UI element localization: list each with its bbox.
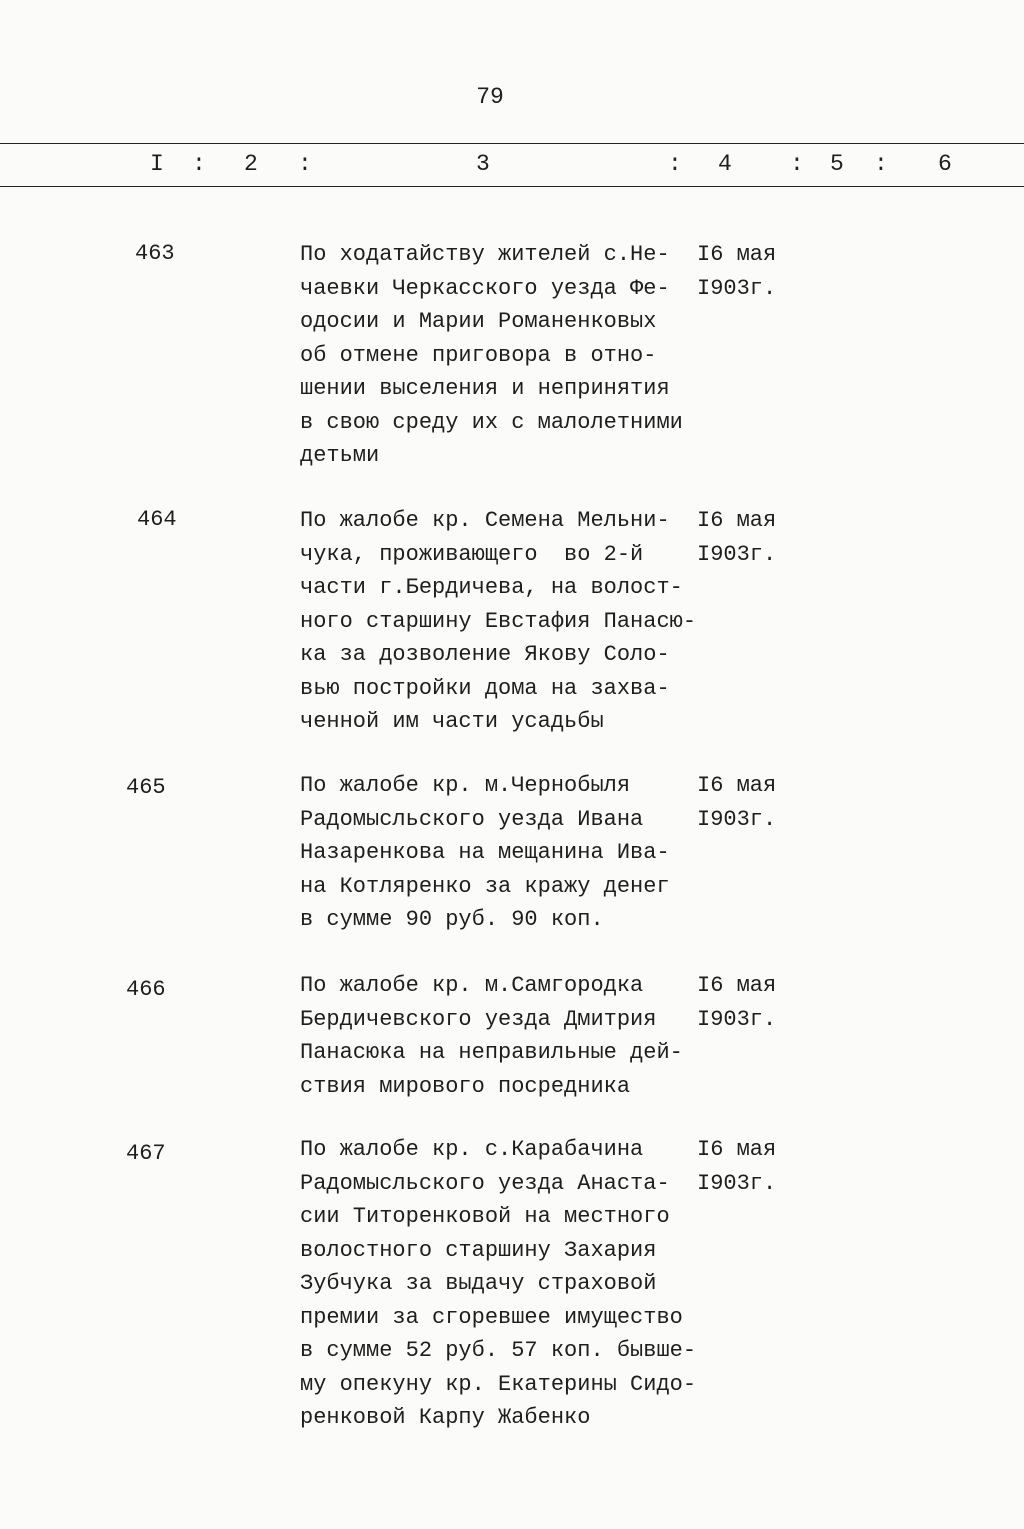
column-header-3: 3 [476,151,490,177]
entry-date: I6 мая I903г. [697,973,777,1032]
column-header-6: 6 [938,151,952,177]
column-header-1: I [150,151,164,177]
entry-description: По жалобе кр. с.Карабачина Радомысльского уезда Анаста- сии Титоренковой на местного волостного старшину Захария Зубчука за выдачу страховой премии за сгоревшее имущество в сумме 52 руб. 57 коп. бывше- му опекуну кр. Екатерины Сидо- ренковой Карпу Жабенко [300,1137,697,1430]
entry-number: 464 [137,507,177,532]
entry-description: По ходатайству жителей с.Не- чаевки Черкасского уезда Фе- одосии и Марии Романенковых об отмене приговора в отно- шении выселения и непринятия в свою среду их с малолетними детьми [300,242,683,468]
entry-number: 466 [126,977,166,1002]
entry-number: 463 [135,241,175,266]
column-separator: : [668,151,682,177]
entry-date: I6 мая I903г. [697,773,777,832]
column-separator: : [298,151,312,177]
entry-description: По жалобе кр. м.Самгородка Бердичевского уезда Дмитрия Панасюка на неправильные дей- ствия мирового посредника [300,973,683,1099]
entry-description: По жалобе кр. м.Чернобыля Радомысльского уезда Ивана Назаренкова на мещанина Ива- на Котляренко за кражу денег в сумме 90 руб. 90 коп. [300,773,670,932]
header-bottom-rule [0,186,1024,187]
entry-date: I6 мая I903г. [697,508,777,567]
column-separator: : [192,151,206,177]
entry-number: 467 [126,1141,166,1166]
page-number: 79 [476,84,504,110]
column-separator: : [874,151,888,177]
header-top-rule [0,143,1024,144]
entry-date: I6 мая I903г. [697,242,777,301]
entry-date: I6 мая I903г. [697,1137,777,1196]
column-separator: : [790,151,804,177]
column-header-4: 4 [718,151,732,177]
column-header-5: 5 [830,151,844,177]
entry-description: По жалобе кр. Семена Мельни- чука, проживающего во 2-й части г.Бердичева, на волост- ного старшину Евстафия Панасю- ка за дозволение Якову Соло- вью постройки дома на захва- ченной им части усадьбы [300,508,697,734]
column-header-2: 2 [244,151,258,177]
entry-number: 465 [126,775,166,800]
